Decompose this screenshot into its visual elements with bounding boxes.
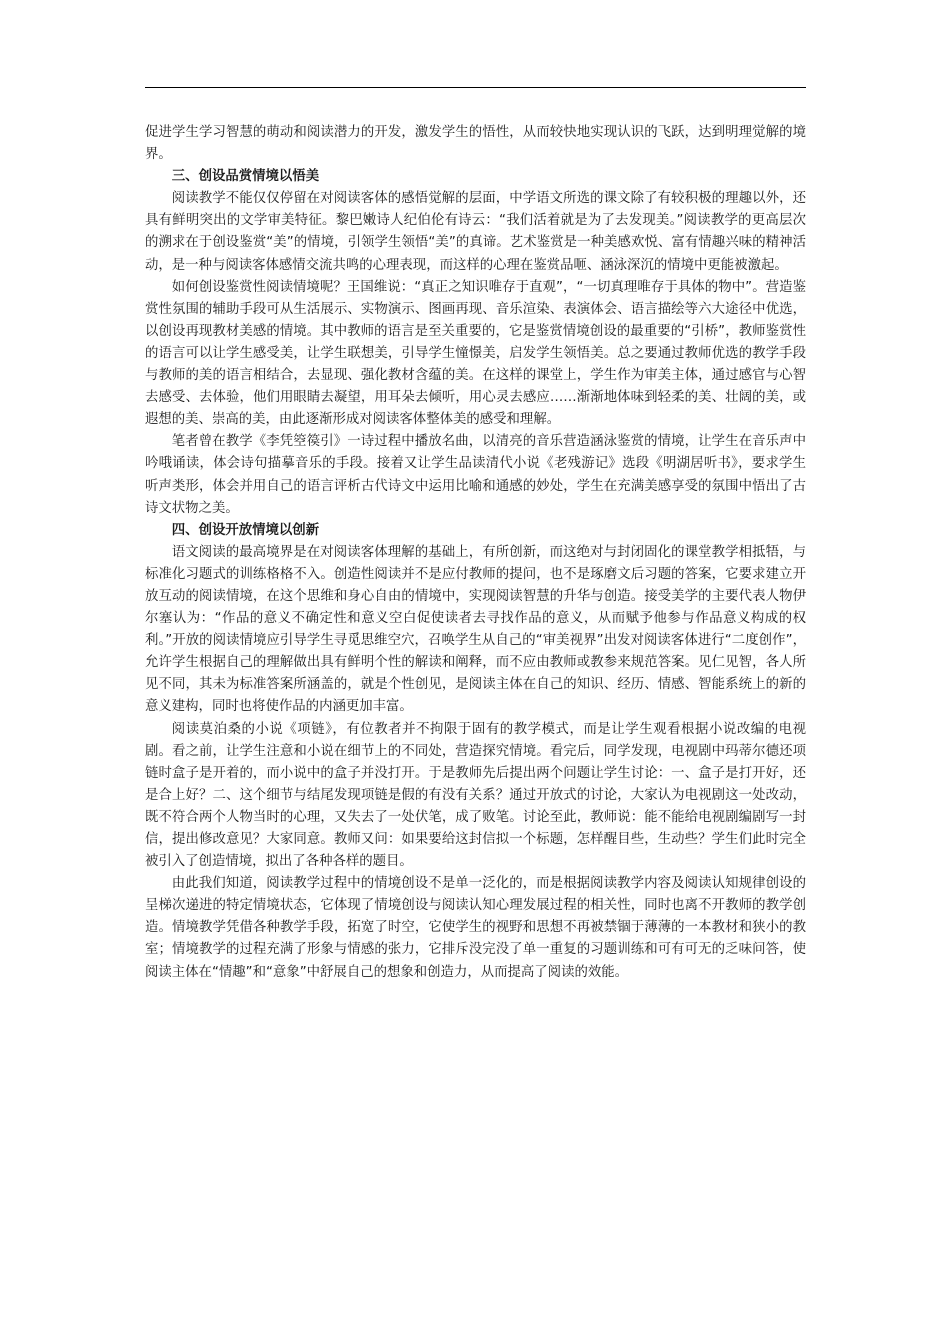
header-rule <box>145 87 806 88</box>
paragraph: 语文阅读的最高境界是在对阅读客体理解的基础上，有所创新，而这绝对与封闭固化的课堂教学相抵牾，与标准化习题式的训练格格不入。创造性阅读并不是应付教师的提问，也不是琢磨文后习题的答案，它要求建立开放互动的阅读情境，在这个思维和身心自由的情境中，实现阅读智慧的升华与创造。接受美学的主要代表人物伊尔塞认为：“作品的意义不确定性和意义空白促使读者去寻找作品的意义，从而赋予他参与作品意义构成的权利。”开放的阅读情境应引导学生寻觅思维空穴，召唤学生从自己的“审美视界”出发对阅读客体进行“二度创作”，允许学生根据自己的理解做出具有鲜明个性的解读和阐释，而不应由教师或教参来规范答案。见仁见智，各人所见不同，其未为标准答案所涵盖的，就是个性创见，是阅读主体在自己的知识、经历、情感、智能系统上的新的意义建构，同时也将使作品的内涵更加丰富。 <box>145 544 806 715</box>
article-body <box>145 122 806 984</box>
paragraph: 由此我们知道，阅读教学过程中的情境创设不是单一泛化的，而是根据阅读教学内容及阅读认知规律创设的呈梯次递进的特定情境状态，它体现了情境创设与阅读认知心理发展过程的相关性，同时也离不开教师的教学创造。情境教学凭借各种教学手段，拓宽了时空，它使学生的视野和思想不再被禁锢于薄薄的一本教材和狭小的教室；情境教学的过程充满了形象与情感的张力，它排斥没完没了单一重复的习题训练和可有可无的乏味问答，使阅读主体在“情趣”和“意象”中舒展自己的想象和创造力，从而提高了阅读的效能。 <box>145 876 806 980</box>
section-heading-3: 三、创设品赏情境以悟美 <box>171 169 320 185</box>
paragraph: 如何创设鉴赏性阅读情境呢？王国维说：“真正之知识唯存于直观”，“一切真理唯存于具体的物中”。营造鉴赏性氛围的辅助手段可从生活展示、实物演示、图画再现、音乐渲染、表演体会、语言描绘等六大途径中优选，以创设再现教材美感的情境。其中教师的语言是至关重要的，它是鉴赏情境创设的最重要的“引桥”，教师鉴赏性的语言可以让学生感受美，让学生联想美，引导学生憧憬美，启发学生领悟美。总之要通过教师优选的教学手段与教师的美的语言相结合，去显现、强化教材含蕴的美。在这样的课堂上，学生作为审美主体，通过感官与心智去感受、去体验，他们用眼睛去凝望，用耳朵去倾听，用心灵去感应……渐渐地体味到轻柔的美、壮阔的美，或遐想的美、崇高的美，由此逐渐形成对阅读客体整体美的感受和理解。 <box>145 279 806 428</box>
paragraph-continued: 促进学生学习智慧的萌动和阅读潜力的开发，激发学生的悟性，从而较快地实现认识的飞跃，达到明理觉解的境界。 <box>145 125 806 163</box>
section-heading-4: 四、创设开放情境以创新 <box>171 522 320 538</box>
paragraph: 笔者曾在教学《李凭箜篌引》一诗过程中播放名曲，以清亮的音乐营造涵泳鉴赏的情境，让学生在音乐声中吟哦诵读，体会诗句描摹音乐的手段。接着又让学生品读清代小说《老残游记》选段《明湖居听书》，要求学生听声类形，体会并用自己的语言评析古代诗文中运用比喻和通感的妙处，学生在充满美感享受的氛围中悟出了古诗文状物之美。 <box>145 434 806 516</box>
paragraph: 阅读教学不能仅仅停留在对阅读客体的感悟觉解的层面，中学语文所选的课文除了有较积极的理趣以外，还具有鲜明突出的文学审美特征。黎巴嫩诗人纪伯伦有诗云：“我们活着就是为了去发现美。”阅读教学的更高层次的溯求在于创设鉴赏“美”的情境，引领学生领悟“美”的真谛。艺术鉴赏是一种美感欢悦、富有情趣兴味的精神活动，是一种与阅读客体感情交流共鸣的心理表现，而这样的心理在鉴赏品咂、涵泳深沉的情境中更能被激起。 <box>145 191 806 273</box>
paragraph: 阅读莫泊桑的小说《项链》，有位教者并不拘限于固有的教学模式，而是让学生观看根据小说改编的电视剧。看之前，让学生注意和小说在细节上的不同处，营造探究情境。看完后，同学发现，电视剧中玛蒂尔德还项链时盒子是开着的，而小说中的盒子并没打开。于是教师先后提出两个问题让学生讨论：一、盒子是打开好，还是合上好？二、这个细节与结尾发现项链是假的有没有关系？通过开放式的讨论，大家认为电视剧这一处改动，既不符合两个人物当时的心理，又失去了一处伏笔，成了败笔。讨论至此，教师说：能不能给电视剧编剧写一封信，提出修改意见？大家同意。教师又问：如果要给这封信拟一个标题，怎样醒目些，生动些？学生们此时完全被引入了创造情境，拟出了各种各样的题目。 <box>145 721 806 870</box>
